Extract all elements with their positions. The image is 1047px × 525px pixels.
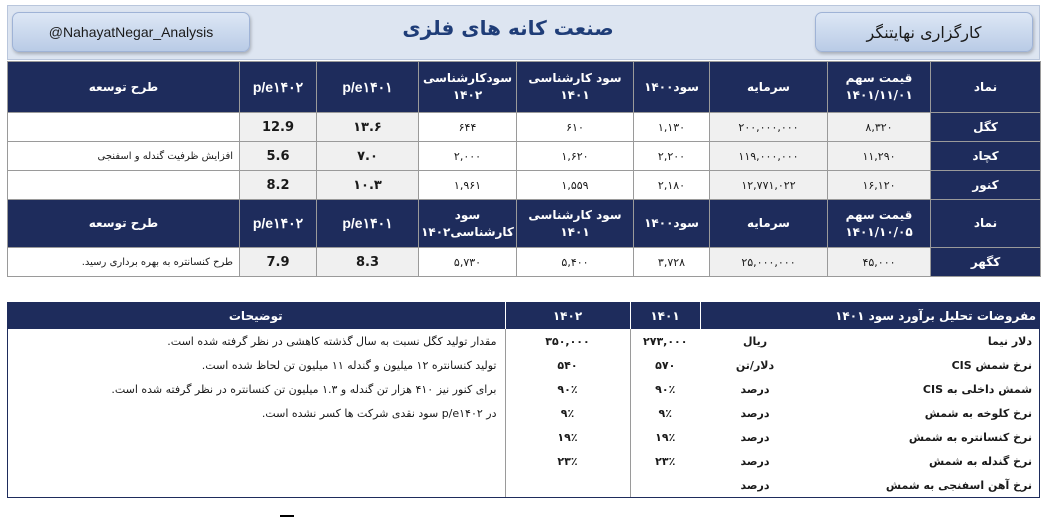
assumption-1402: ۹٪ (505, 401, 630, 425)
row-pe-1402: 7.9 (240, 248, 317, 277)
header-symbol: نماد (931, 62, 1041, 113)
table-header-row (8, 200, 1041, 248)
row-profit-1401: ۱,۶۲۰ (517, 142, 634, 171)
row-plan: افزایش ظرفیت گندله و اسفنجی (8, 142, 240, 171)
row-pe-1401: 8.3 (317, 248, 419, 277)
report-header (7, 5, 1040, 60)
assumption-1402: ۹۰٪ (505, 377, 630, 401)
header-price: قیمت سهم ۱۴۰۱/۱۱/۰۱ (828, 62, 931, 113)
assumption-label: نرخ آهن اسفنجی به شمش (885, 478, 1033, 492)
row-profit-1400: ۲,۲۰۰ (634, 142, 710, 171)
assumption-note (7, 449, 505, 473)
row-pe-1402: 12.9 (240, 113, 317, 142)
assumptions-header-row (7, 302, 1040, 329)
header-1402: ۱۴۰۲ (505, 302, 630, 329)
header-1401: ۱۴۰۱ (630, 302, 700, 329)
assumption-1401 (630, 473, 700, 497)
assumption-label: دلار نیما (987, 334, 1033, 348)
assumption-note: برای کنور نیز ۴۱۰ هزار تن گندله و ۱.۳ میلیون تن کنسانتره در نظر گرفته شده است. (111, 382, 497, 396)
assumptions-table (7, 302, 1040, 497)
header-symbol: نماد (931, 200, 1041, 248)
row-capital: ۱۲,۷۷۱,۰۲۲ (710, 171, 828, 200)
row-price: ۱۱,۲۹۰ (828, 142, 931, 171)
page-title: صنعت کانه های فلزی (402, 16, 614, 40)
assumption-unit: درصد (740, 382, 770, 396)
row-profit-1401: ۱,۵۵۹ (517, 171, 634, 200)
divider-line (280, 515, 294, 517)
assumption-unit: درصد (740, 478, 770, 492)
row-profit-1402: ۶۴۴ (419, 113, 517, 142)
row-capital: ۲۰۰,۰۰۰,۰۰۰ (710, 113, 828, 142)
header-pe-1401: p/e۱۴۰۱ (317, 62, 419, 113)
row-plan: طرح کنسانتره به بهره برداری رسید. (8, 248, 240, 277)
row-symbol: کگهر (931, 248, 1041, 277)
row-profit-1400: ۱,۱۳۰ (634, 113, 710, 142)
row-price: ۴۵,۰۰۰ (828, 248, 931, 277)
header-profit-1402: سودکارشناسی ۱۴۰۲ (419, 62, 517, 113)
assumption-row (7, 329, 1040, 353)
row-pe-1402: 5.6 (240, 142, 317, 171)
header-profit-1400: سود۱۴۰۰ (634, 200, 710, 248)
assumption-row (7, 425, 1040, 449)
agency-badge: کارگزاری نهایتنگر (815, 12, 1033, 52)
header-assumptions: مفروضات تحلیل برآورد سود ۱۴۰۱ (700, 302, 1040, 329)
header-pe-1401: p/e۱۴۰۱ (317, 200, 419, 248)
assumption-1402 (505, 473, 630, 497)
header-pe-1402: p/e۱۴۰۲ (240, 200, 317, 248)
assumption-row (7, 449, 1040, 473)
assumption-unit: درصد (740, 454, 770, 468)
assumption-label: نرخ کنسانتره به شمش (908, 430, 1033, 444)
table-row (8, 248, 1041, 277)
header-capital: سرمایه (710, 200, 828, 248)
valuation-table (7, 61, 1041, 277)
row-pe-1401: ۱۰.۳ (317, 171, 419, 200)
assumption-note: در p/e۱۴۰۲ سود نقدی شرکت ها کسر نشده است. (261, 406, 497, 420)
assumption-unit: دلار/تن (735, 358, 775, 372)
assumption-1401: ۹٪ (658, 406, 672, 420)
assumption-label: نرخ کلوخه به شمش (924, 406, 1033, 420)
header-profit-1400: سود۱۴۰۰ (634, 62, 710, 113)
assumption-1402: ۵۴۰ (505, 353, 630, 377)
assumption-note (7, 473, 505, 497)
row-price: ۱۶,۱۲۰ (828, 171, 931, 200)
table-row (8, 171, 1041, 200)
assumption-1402: ۱۹٪ (505, 425, 630, 449)
assumption-row (7, 473, 1040, 497)
row-pe-1401: ۱۳.۶ (317, 113, 419, 142)
assumption-note: تولید کنسانتره ۱۲ میلیون و گندله ۱۱ میلیون تن لحاظ شده است. (201, 358, 497, 372)
header-profit-1401: سود کارشناسی ۱۴۰۱ (517, 200, 634, 248)
assumption-1401: ۱۹٪ (655, 430, 676, 444)
row-profit-1402: ۵,۷۳۰ (419, 248, 517, 277)
assumption-row (7, 401, 1040, 425)
assumption-1401: ۵۷۰ (655, 358, 676, 372)
row-profit-1402: ۲,۰۰۰ (419, 142, 517, 171)
assumption-label: نرخ شمش CIS (951, 358, 1033, 372)
header-plan: طرح توسعه (8, 200, 240, 248)
assumption-note: مقدار تولید کگل نسبت به سال گذشته کاهشی در نظر گرفته شده است. (167, 334, 497, 348)
assumption-label: نرخ گندله به شمش (929, 454, 1033, 468)
row-symbol: کگل (931, 113, 1041, 142)
assumption-1401: ۹۰٪ (655, 382, 676, 396)
row-plan (8, 171, 240, 200)
row-profit-1400: ۳,۷۲۸ (634, 248, 710, 277)
row-profit-1401: ۵,۴۰۰ (517, 248, 634, 277)
table-header-row (8, 62, 1041, 113)
handle-badge: @NahayatNegar_Analysis (12, 12, 250, 52)
row-profit-1401: ۶۱۰ (517, 113, 634, 142)
assumption-1401: ۲۳٪ (655, 454, 676, 468)
header-price: قیمت سهم ۱۴۰۱/۱۰/۰۵ (828, 200, 931, 248)
row-symbol: کنور (931, 171, 1041, 200)
row-pe-1402: 8.2 (240, 171, 317, 200)
header-notes: توضیحات (7, 302, 505, 329)
header-profit-1401: سود کارشناسی ۱۴۰۱ (517, 62, 634, 113)
row-profit-1402: ۱,۹۶۱ (419, 171, 517, 200)
row-symbol: کچاد (931, 142, 1041, 171)
assumption-note (7, 425, 505, 449)
table-row (8, 142, 1041, 171)
table-row (8, 113, 1041, 142)
assumption-1401: ۲۷۳,۰۰۰ (643, 334, 688, 348)
assumption-1402: ۳۵۰,۰۰۰ (505, 329, 630, 353)
header-plan: طرح توسعه (8, 62, 240, 113)
assumption-unit: درصد (740, 430, 770, 444)
assumption-unit: ریال (742, 334, 768, 348)
assumption-label: شمش داخلی به CIS (922, 382, 1033, 396)
row-plan (8, 113, 240, 142)
header-capital: سرمایه (710, 62, 828, 113)
header-pe-1402: p/e۱۴۰۲ (240, 62, 317, 113)
row-profit-1400: ۲,۱۸۰ (634, 171, 710, 200)
assumption-row (7, 377, 1040, 401)
header-profit-1402: سود کارشناسی۱۴۰۲ (419, 200, 517, 248)
row-capital: ۱۱۹,۰۰۰,۰۰۰ (710, 142, 828, 171)
row-capital: ۲۵,۰۰۰,۰۰۰ (710, 248, 828, 277)
row-price: ۸,۳۲۰ (828, 113, 931, 142)
assumption-unit: درصد (740, 406, 770, 420)
assumption-row (7, 353, 1040, 377)
assumption-1402: ۲۳٪ (505, 449, 630, 473)
row-pe-1401: ۷.۰ (317, 142, 419, 171)
